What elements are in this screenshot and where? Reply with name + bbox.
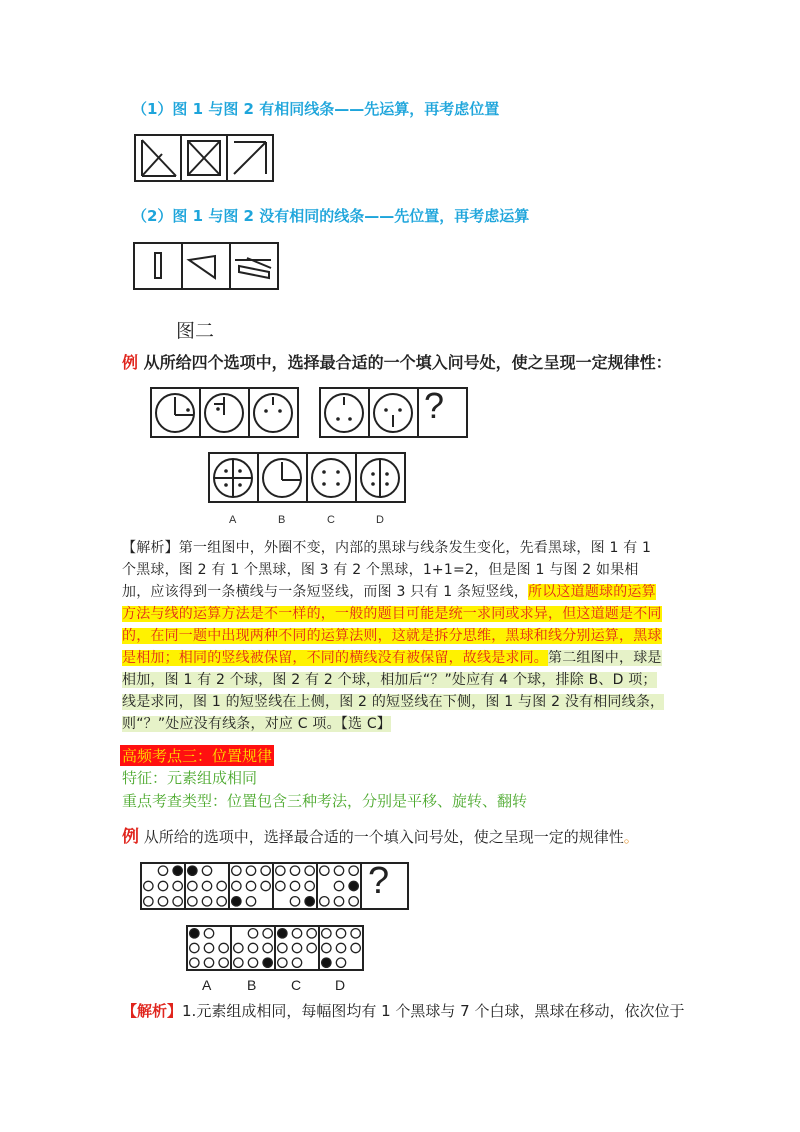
white-ball <box>204 958 213 967</box>
figure-label: 图二 <box>176 320 215 342</box>
black-ball <box>188 866 197 875</box>
white-ball <box>217 897 226 906</box>
analysis-1-highlight: 所以这道题球的运算方法与线的运算方法是不一样的，一般的题目可能是统一求同或求异，但这道题是不同的，在同一题中出现两种不同的运算法则，这就是拆分思维，黑球和线分别运算，黑球是相加；相同的竖线被保留，不同的横线没有被保留，故线是求同。 <box>122 584 662 666</box>
option2-label-c: C <box>291 977 302 993</box>
question-mark-2: ? <box>368 860 390 902</box>
white-ball <box>204 943 213 952</box>
white-ball <box>322 943 331 952</box>
white-ball <box>158 866 167 875</box>
figure-rule-2 <box>133 242 279 290</box>
white-ball <box>219 943 228 952</box>
white-ball <box>336 943 345 952</box>
white-ball <box>278 958 287 967</box>
white-ball <box>320 866 329 875</box>
white-ball <box>305 866 314 875</box>
analysis-2-text: 1.元素组成相同，每幅图均有 1 个黑球与 7 个白球，黑球在移动，依次位于 <box>182 1002 685 1020</box>
option-label-a: A <box>229 514 237 526</box>
black-ball <box>305 897 314 906</box>
example-1-tag: 例 <box>122 353 139 372</box>
example-1-sequence <box>150 387 468 439</box>
option2-label-b: B <box>247 977 257 993</box>
rule-1-text: （1）图 1 与图 2 有相同线条——先运算，再考虑位置 <box>132 100 500 118</box>
white-ball <box>158 897 167 906</box>
white-ball <box>202 866 211 875</box>
example-2-tag: 例 <box>122 827 139 847</box>
example-2-text: 从所给的选项中，选择最合适的一个填入问号处，使之呈现一定的规律性 <box>143 828 624 846</box>
white-ball <box>217 881 226 890</box>
white-ball <box>248 929 257 938</box>
black-ball <box>173 866 182 875</box>
analysis-1-intro: 【解析】第一组图中，外圈不变，内部的黑球与线条发生变化，先看黑球，图 1 有 1 个黑球，图 2 有 1 个黑球，图 3 有 2 个黑球，1+1=2，但是图 1 与图 2 如果相加，应该得到一条横线与一条短竖线，而图 3 只有 1 条短竖线， <box>122 540 652 600</box>
white-ball <box>219 958 228 967</box>
white-ball <box>188 897 197 906</box>
white-ball <box>248 958 257 967</box>
white-ball <box>248 943 257 952</box>
black-ball <box>232 897 241 906</box>
white-ball <box>173 897 182 906</box>
analysis-2-tag: 【解析】 <box>122 1002 183 1020</box>
white-ball <box>261 866 270 875</box>
analysis-1-conclusion: 第二组图中，球是相加，图 1 有 2 个球，图 2 有 2 个球，相加后“？”处应有 4 个球，排除 B、D 项；线是求同，图 1 的短竖线在上侧，图 2 的短竖线在下侧，图 1 与图 2 没有相同线条，则“？”处应没有线条，对应 C 项。【选 C】 <box>122 650 665 732</box>
white-ball <box>336 958 345 967</box>
white-ball <box>190 943 199 952</box>
white-ball <box>232 881 241 890</box>
example-1-question <box>122 350 672 373</box>
white-ball <box>322 929 331 938</box>
example-1-text: 从所给四个选项中，选择最合适的一个填入问号处，使之呈现一定规律性： <box>143 353 672 372</box>
white-ball <box>292 943 301 952</box>
white-ball <box>190 958 199 967</box>
white-ball <box>202 881 211 890</box>
white-ball <box>351 943 360 952</box>
white-ball <box>144 897 153 906</box>
black-ball <box>263 958 272 967</box>
white-ball <box>334 866 343 875</box>
white-ball <box>232 866 241 875</box>
white-ball <box>188 881 197 890</box>
white-ball <box>234 943 243 952</box>
option-label-b: B <box>278 514 286 526</box>
white-ball <box>290 881 299 890</box>
white-ball <box>290 897 299 906</box>
rule-2-text: （2）图 1 与图 2 没有相同的线条——先位置，再考虑运算 <box>132 207 530 225</box>
white-ball <box>173 881 182 890</box>
white-ball <box>351 929 360 938</box>
section-3-title: 高频考点三：位置规律 <box>122 747 273 765</box>
option-label-d: D <box>376 514 384 526</box>
option-label-c: C <box>327 514 335 526</box>
white-ball <box>292 929 301 938</box>
white-ball <box>276 881 285 890</box>
black-ball <box>322 958 331 967</box>
white-ball <box>158 881 167 890</box>
section-3-feature: 特征：元素组成相同 <box>122 769 258 787</box>
white-ball <box>334 881 343 890</box>
example-2-end: 。 <box>623 828 639 846</box>
figure-rule-1 <box>134 134 274 184</box>
white-ball <box>305 881 314 890</box>
white-ball <box>349 897 358 906</box>
white-ball <box>292 958 301 967</box>
white-ball <box>307 929 316 938</box>
black-ball <box>278 929 287 938</box>
option2-label-d: D <box>335 977 346 993</box>
section-3-types: 重点考查类型：位置包含三种考法，分别是平移、旋转、翻转 <box>122 792 528 810</box>
white-ball <box>336 929 345 938</box>
white-ball <box>349 866 358 875</box>
black-ball <box>349 881 358 890</box>
white-ball <box>278 943 287 952</box>
question-mark: ? <box>424 385 445 426</box>
white-ball <box>290 866 299 875</box>
white-ball <box>334 897 343 906</box>
black-ball <box>190 929 199 938</box>
white-ball <box>204 929 213 938</box>
white-ball <box>144 881 153 890</box>
example-2-options <box>186 925 366 973</box>
analysis-2-paragraph <box>122 1000 685 1021</box>
white-ball <box>263 943 272 952</box>
white-ball <box>276 866 285 875</box>
white-ball <box>263 929 272 938</box>
white-ball <box>246 881 255 890</box>
example-1-options <box>208 452 408 504</box>
white-ball <box>261 881 270 890</box>
white-ball <box>320 897 329 906</box>
option2-label-a: A <box>202 977 212 993</box>
white-ball <box>234 958 243 967</box>
analysis-1-paragraph <box>122 537 667 735</box>
white-ball <box>246 866 255 875</box>
white-ball <box>246 897 255 906</box>
white-ball <box>307 943 316 952</box>
example-2-question <box>122 822 639 847</box>
white-ball <box>202 897 211 906</box>
